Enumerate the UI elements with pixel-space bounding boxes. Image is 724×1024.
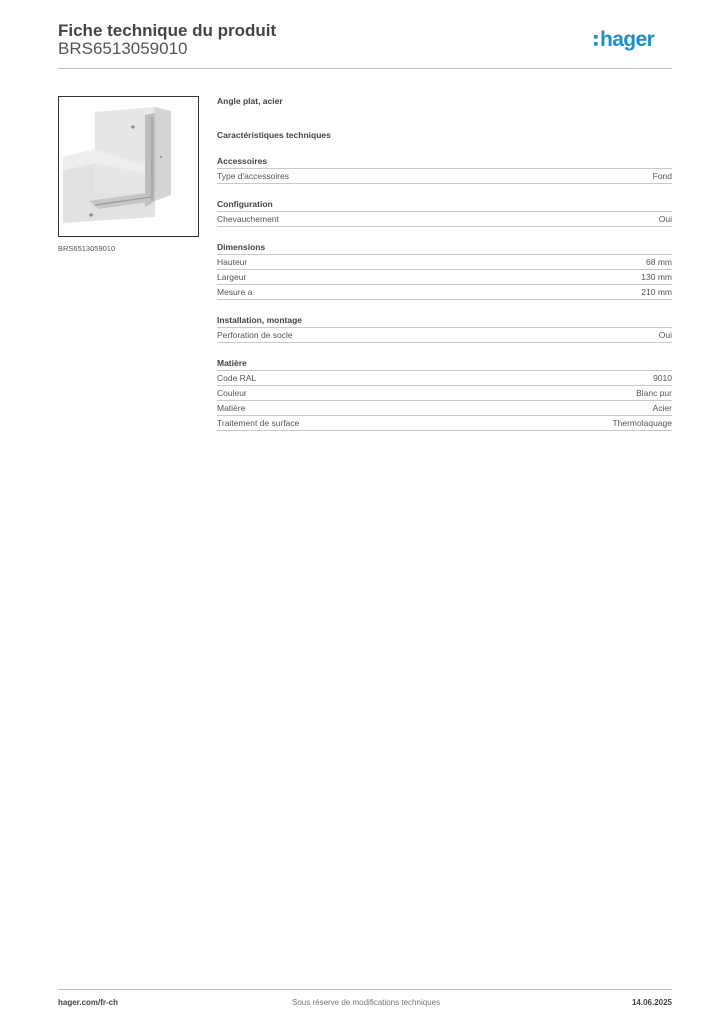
spec-row	[217, 386, 672, 401]
spec-value: 210 mm	[641, 287, 672, 297]
product-name: Angle plat, acier	[217, 96, 283, 106]
group-title: Dimensions	[217, 240, 672, 255]
spec-value: Oui	[658, 214, 672, 224]
spec-label: Largeur	[217, 272, 247, 282]
spec-row	[217, 416, 672, 431]
product-reference: BRS6513059010	[58, 39, 188, 58]
spec-label: Traitement de surface	[217, 418, 300, 428]
group-title: Accessoires	[217, 154, 672, 169]
group-title: Installation, montage	[217, 313, 672, 328]
header-divider	[58, 68, 672, 69]
logo-text: hager	[600, 28, 655, 51]
spec-group-installation	[217, 313, 672, 343]
spec-group-material	[217, 356, 672, 431]
spec-label: Type d'accessoires	[217, 171, 290, 181]
logo-dot-lower	[594, 42, 598, 46]
hager-logo	[593, 26, 675, 56]
footer-disclaimer: Sous réserve de modifications techniques	[292, 998, 441, 1007]
group-title: Matière	[217, 356, 672, 371]
spec-label: Hauteur	[217, 257, 248, 267]
spec-label: Chevauchement	[217, 214, 279, 224]
specification-panel	[217, 95, 672, 431]
spec-row	[217, 169, 672, 184]
spec-row	[217, 270, 672, 285]
spec-row	[217, 401, 672, 416]
spec-value: 68 mm	[646, 257, 672, 267]
image-caption: BRS6513059010	[58, 244, 116, 253]
spec-value: Acier	[652, 403, 672, 413]
spec-group-dimensions	[217, 240, 672, 300]
group-title: Configuration	[217, 197, 672, 212]
spec-label: Perforation de socle	[217, 330, 293, 340]
spec-label: Code RAL	[217, 373, 257, 383]
footer-date: 14.06.2025	[631, 998, 672, 1007]
spec-row	[217, 371, 672, 386]
spec-value: 9010	[653, 373, 672, 383]
logo-dot-upper	[594, 35, 598, 39]
spec-row	[217, 328, 672, 343]
spec-value: Oui	[658, 330, 672, 340]
spec-row	[217, 285, 672, 300]
spec-row	[217, 212, 672, 227]
spec-group-configuration	[217, 197, 672, 227]
spec-value: Blanc pur	[636, 388, 672, 398]
page-title: Fiche technique du produit	[58, 21, 277, 40]
spec-label: Couleur	[217, 388, 247, 398]
footer-divider	[58, 989, 672, 990]
spec-value: Thermolaquage	[612, 418, 672, 428]
footer-website-link[interactable]: hager.com/fr-ch	[58, 998, 119, 1007]
spec-label: Mesure a	[217, 287, 253, 297]
spec-row	[217, 255, 672, 270]
spec-group-accessories	[217, 154, 672, 184]
spec-value: Fond	[652, 171, 672, 181]
spec-label: Matière	[217, 403, 246, 413]
product-image	[58, 96, 199, 237]
spec-value: 130 mm	[641, 272, 672, 282]
technical-characteristics-title: Caractéristiques techniques	[217, 130, 331, 140]
